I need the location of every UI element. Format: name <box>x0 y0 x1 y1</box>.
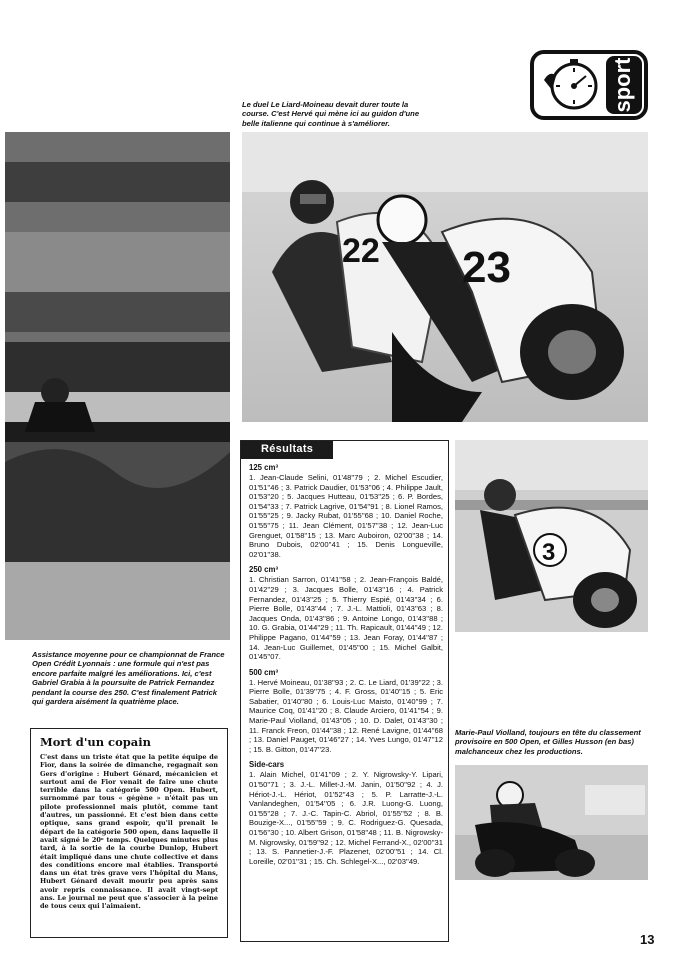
photo-duel <box>242 132 648 422</box>
results-box <box>240 440 449 942</box>
results-header <box>241 441 333 459</box>
logo-text: sport <box>610 57 635 113</box>
photo-husson <box>455 765 648 880</box>
results-text-250: 1. Christian Sarron, 01'41''58 ; 2. Jean-François Baldé, 01'42''29 ; 3. Jacques Bolle, 01'43''16 ; 4. Patrick Fernandez, 01'43''25 ; 5. Thierry Espié, 01'43''34 ; 6. Pierre Bolle, 01'43''44 ; 7. J.-L. Mattioli, 01'43''63 ; 8. Jacques Onda, 01'43''86 ; 9. Antoine Longo, 01'43''88 ; 10. G. Grabia, 01'44''29 ; 11. Th. Rapicault, 01'44''49 ; 12. Philippe Pagano, 01'44''59 ; 13. Jean Foray, 01'44''87 ; 14. Jean-Luc Guillemet, 01'45''00 ; 15. Michel Galbit, 01'45''07. <box>249 575 443 662</box>
bike-number-23: 23 <box>462 243 511 292</box>
results-text-500: 1. Hervé Moineau, 01'38''93 ; 2. C. Le Liard, 01'39''22 ; 3. Pierre Bolle, 01'39''75 ; 4. F. Gross, 01'40''15 ; 5. Eric Sabatier, 01'40''80 ; 6. Louis-Luc Maisto, 01'40''99 ; 7. Maurice Coq, 01'41''20 ; 8. Claude Arciero, 01'41''54 ; 9. Marie-Paul Violland, 01'43''05 ; 10. D. Dalet, 01'43''30 ; 11. Franck Freon, 01'44''38 ; 12. René Lavigne, 01'44''68 ; 13. Daniel Pauget, 01'46''27 ; 14. Yves Lungo, 01'47''12 ; 15. B. Gitton, 01'47''23. <box>249 677 443 754</box>
photo-grandstand <box>5 132 230 640</box>
results-title: Résultats <box>261 443 314 455</box>
results-heading-125: 125 cm³ <box>249 463 279 472</box>
bike-number-3: 3 <box>542 539 556 566</box>
results-heading-500: 500 cm³ <box>249 667 279 677</box>
bike-number-22: 22 <box>342 232 380 270</box>
obituary-box <box>30 728 228 938</box>
results-text-sidecars: 1. Alain Michel, 01'41''09 ; 2. Y. Nigrowsky-Y. Lipari, 01'50''71 ; 3. J.-L. Millet-J.-M. Janin, 01'50''92 ; 4. J. Hériot-J.-L. Hériot, 01'52''43 ; 5. P. Larratte-J.-L. Vanlandeghen, 01'54''05 ; 6. J.R. Luong-G. Luong, 01'55''28 ; 7. J.-C. Tapin-C. Abriol, 01'55''52 ; 8. B. Bouzige-X..., 01'55''59 ; 9. C. Rodriguez-G. Quesada, 01'56''30 ; 10. Albert Grison, 01'58''48 ; 11. B. Nigrowsky-M. Nigrowsky, 01'59''92 ; 12. Michel Ferrand-X., 02'00''31 ; 13. S. Pannetier-J.-F. Plazenet, 02'00''51 ; 14. Cl. Loreille, 02'01''31 ; 15. Ch. Schlegel-X..., 02'03''49. <box>249 770 443 866</box>
results-heading-sidecars: Side-cars <box>249 760 285 770</box>
obituary-title: Mort d'un copain <box>40 735 151 749</box>
sport-logo <box>530 50 648 120</box>
caption-assistance: Assistance moyenne pour ce championnat de France Open Crédit Lyonnais : une formule qui n'est pas encore parfaite malgré les améliorations. Ici, c'est Gabriel Grabia à la poursuite de Patrick Fernandez pendant la course des 250. C'est finalement Patrick qui gardera aisément la quatrième place. <box>32 650 225 707</box>
results-heading-250: 250 cm³ <box>249 565 279 575</box>
results-text-125: 1. Jean-Claude Selini, 01'48''79 ; 2. Michel Escudier, 01'51''46 ; 3. Patrick Daudier, 01'53''06 ; 4. Philippe Jault, 01'53''20 ; 5. Jacques Hutteau, 01'53''25 ; 6. P. Bordes, 01'54''33 ; 7. Patrick Lagrive, 01'54''91 ; 8. Lionel Ramos, 01'55''25 ; 9. Jacky Rubat, 01'55''68 ; 10. Daniel Roche, 01'55''75 ; 11. Jean Clément, 01'57''38 ; 12. Jean-Luc Grenguet, 01'58''15 ; 13. Marc Auboiron, 02'00''38 ; 14. Bruno Dubois, 02'00''41 ; 15. Denis Longueville, 02'01''38. <box>249 473 443 559</box>
page-number: 13 <box>640 932 655 947</box>
caption-duel: Le duel Le Liard-Moineau devait durer toute la course. C'est Hervé qui mène ici au guidon d'une belle italienne qui continue à s'améliorer. <box>242 100 420 128</box>
caption-violland: Marie-Paul Violland, toujours en tête du classement provisoire en 500 Open, et Gilles Husson (en bas) malchanceux chez les productions. <box>455 728 641 756</box>
photo-violland <box>455 440 648 632</box>
obituary-body: C'est dans un triste état que la petite équipe de Fior, dans la soirée de dimanche, regagnait son Gers d'origine : Hubert Génard, mécanicien et surtout ami de Fior venait de faire une chute terrible dans la catégorie 500 Open. Hubert, surnommé par tous « gégène » n'était pas un pilote professionnel mais plutôt, comme tant d'autres, un passionné. Et c'est bien dans cette optique, sans grand espoir, qu'il prenait le départ de la catégorie 500 open, dans laquelle il avait signé le 20ᵉ temps. Quelques minutes plus tard, à la sortie de la courbe Dunlop, Hubert était impliqué dans une chute collective et dans des conditions encore mal établies. Transporté dans un état très grave vers l'hôpital du Mans, Hubert Génard devait mourir peu après sans avoir repris connaissance. Il avait vingt-sept ans. Le journal ne peut que s'associer à la peine de tous ceux qui l'aimaient. <box>40 753 218 911</box>
results-body <box>249 463 443 872</box>
